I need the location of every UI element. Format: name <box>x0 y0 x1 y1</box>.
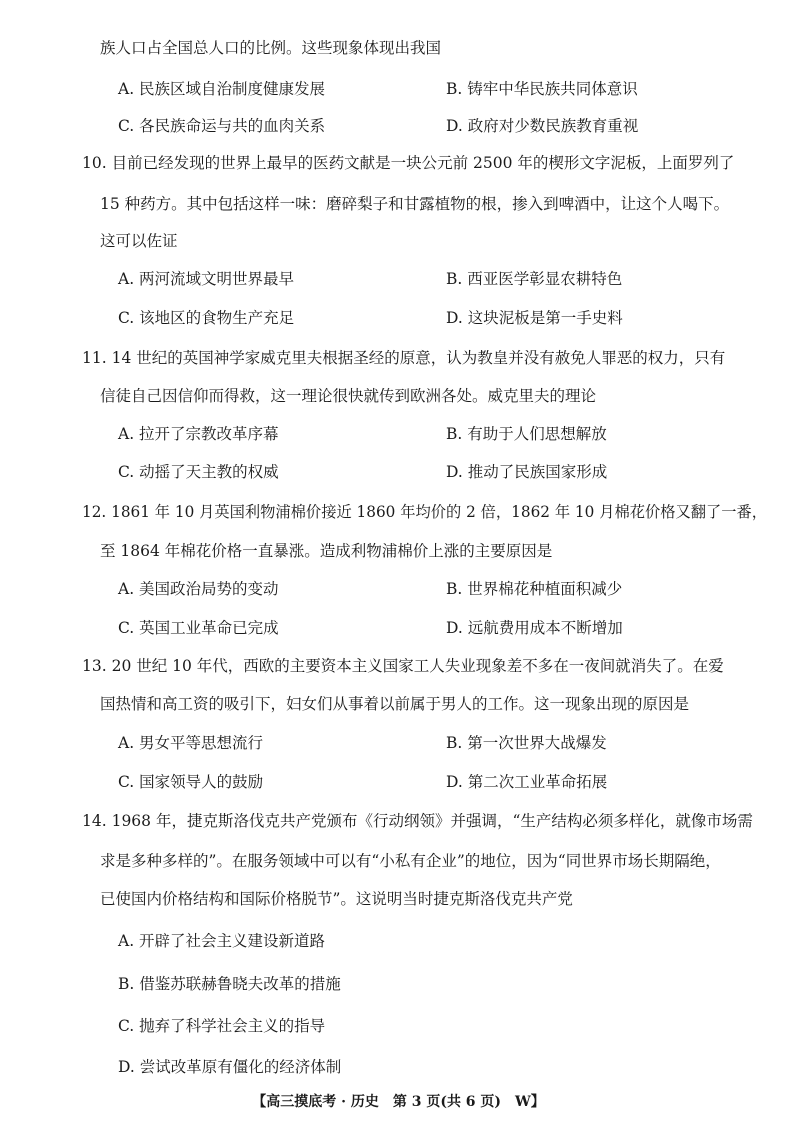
q12-line-1: 12. 1861 年 10 月英国利物浦棉价接近 1860 年均价的 2 倍，1862 年 10 月棉花价格又翻了一番， <box>82 503 768 521</box>
q11-option-c: C. 动摇了天主教的权威 <box>118 463 279 481</box>
intro-option-b: B. 铸牢中华民族共同体意识 <box>446 80 638 98</box>
q13-option-b: B. 第一次世界大战爆发 <box>446 734 607 752</box>
intro-option-d: D. 政府对少数民族教育重视 <box>446 117 639 135</box>
q10-option-a: A. 两河流域文明世界最早 <box>118 270 295 288</box>
page-footer: 【高三摸底考 · 历史 第 3 页(共 6 页) W】 <box>252 1094 545 1110</box>
q14-line-3: 已使国内价格结构和国际价格脱节”。这说明当时捷克斯洛伐克共产党 <box>100 890 573 908</box>
intro-line: 族人口占全国总人口的比例。这些现象体现出我国 <box>100 39 442 57</box>
q12-line-2: 至 1864 年棉花价格一直暴涨。造成利物浦棉价上涨的主要原因是 <box>100 542 553 560</box>
q10-option-d: D. 这块泥板是第一手史料 <box>446 309 623 327</box>
q10-line-3: 这可以佐证 <box>100 232 178 250</box>
q12-option-a: A. 美国政治局势的变动 <box>118 580 279 598</box>
q11-line-2: 信徒自己因信仰而得救，这一理论很快就传到欧洲各处。威克里夫的理论 <box>100 387 597 405</box>
q10-line-1: 10. 目前已经发现的世界上最早的医药文献是一块公元前 2500 年的楔形文字泥板，上面罗列了 <box>82 154 735 172</box>
intro-option-c: C. 各民族命运与共的血肉关系 <box>118 117 326 135</box>
intro-option-a: A. 民族区域自治制度健康发展 <box>118 80 326 98</box>
q14-option-d: D. 尝试改革原有僵化的经济体制 <box>118 1058 342 1076</box>
q14-option-c: C. 抛弃了科学社会主义的指导 <box>118 1017 326 1035</box>
q10-option-b: B. 西亚医学彰显农耕特色 <box>446 270 623 288</box>
q13-option-d: D. 第二次工业革命拓展 <box>446 773 608 791</box>
q14-line-2: 求是多种多样的”。在服务领域中可以有“小私有企业”的地位，因为“同世界市场长期隔绝， <box>100 852 721 870</box>
q12-option-b: B. 世界棉花种植面积减少 <box>446 580 623 598</box>
q10-line-2: 15 种药方。其中包括这样一味：磨碎梨子和甘露植物的根，掺入到啤酒中，让这个人喝下。 <box>100 195 730 213</box>
q14-option-a: A. 开辟了社会主义建设新道路 <box>118 932 326 950</box>
q14-line-1: 14. 1968 年，捷克斯洛伐克共产党颁布《行动纲领》并强调，“生产结构必须多样化，就像市场需 <box>82 812 753 830</box>
q13-line-2: 国热情和高工资的吸引下，妇女们从事着以前属于男人的工作。这一现象出现的原因是 <box>100 695 690 713</box>
q11-option-a: A. 拉开了宗教改革序幕 <box>118 425 279 443</box>
q14-option-b: B. 借鉴苏联赫鲁晓夫改革的措施 <box>118 975 341 993</box>
q11-option-d: D. 推动了民族国家形成 <box>446 463 608 481</box>
q11-option-b: B. 有助于人们思想解放 <box>446 425 607 443</box>
q11-line-1: 11. 14 世纪的英国神学家威克里夫根据圣经的原意，认为教皇并没有赦免人罪恶的权力，只有 <box>82 349 726 367</box>
q12-option-d: D. 远航费用成本不断增加 <box>446 619 623 637</box>
q10-option-c: C. 该地区的食物生产充足 <box>118 309 295 327</box>
q13-option-a: A. 男女平等思想流行 <box>118 734 264 752</box>
q13-option-c: C. 国家领导人的鼓励 <box>118 773 264 791</box>
q12-option-c: C. 英国工业革命已完成 <box>118 619 279 637</box>
q13-line-1: 13. 20 世纪 10 年代，西欧的主要资本主义国家工人失业现象差不多在一夜间就消失了。在爱 <box>82 657 724 675</box>
